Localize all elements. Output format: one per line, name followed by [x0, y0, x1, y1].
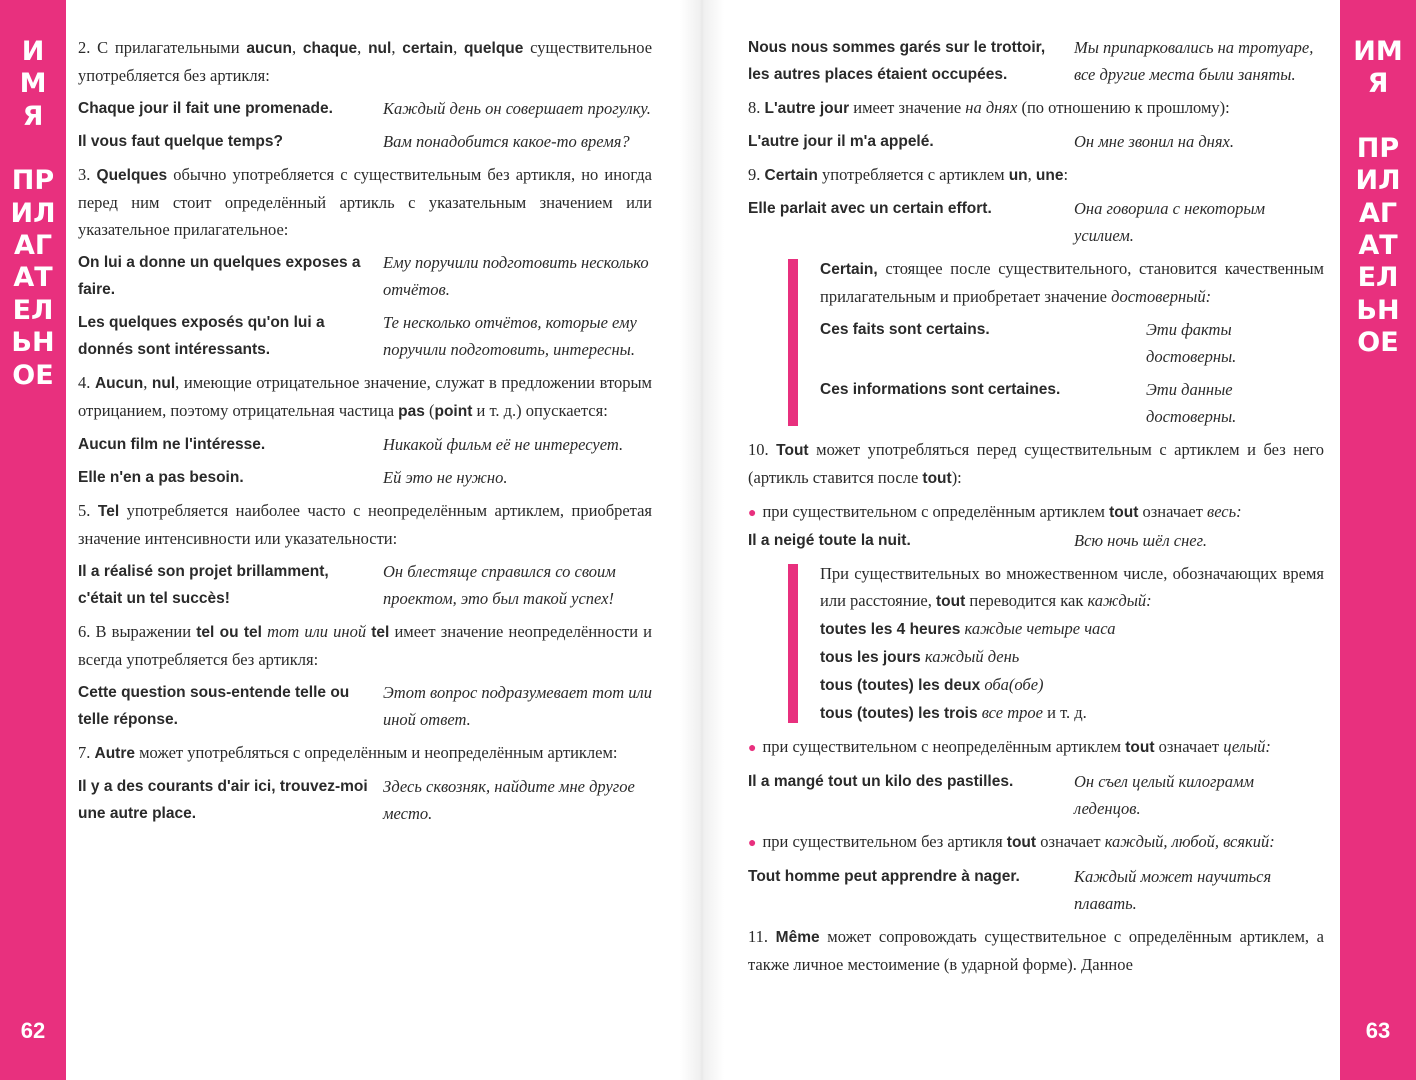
rule-4: 4. Aucun, nul, имеющие отрицательное значение, служат в предложении вторым отрицанием, поэтому отрицательная частица pas (point и т. д.) опускается:	[78, 373, 652, 420]
bullet-definite: ● при существительном с определённым артиклем tout означает весь:	[748, 502, 1242, 521]
rule-10: 10. Tout может употребляться перед существительным с артиклем и без него (артикль ставится после tout):	[748, 440, 1325, 487]
rule-7: 7. Autre может употребляться с определённым и неопределённым артиклем:	[78, 743, 618, 762]
note-text: При существительных во множественном числе, обозначающих время или расстояние, tout переводится как каждый:	[820, 564, 1324, 610]
note-line: tous (toutes) les trois все трое и т. д.	[820, 703, 1087, 722]
example-row: Elle parlait avec un certain effort. Она говорила с некоторым усилием.	[748, 199, 1266, 245]
book-gutter	[680, 0, 724, 1080]
side-title-left: ИМЯ ПРИЛАГАТЕЛЬНОЕ	[10, 36, 56, 391]
page-number-right: 63	[1365, 1018, 1391, 1043]
bullet-dot: ●	[748, 836, 757, 851]
bullet-no-article: ● при существительном без артикля tout означает каждый, любой, всякий:	[748, 832, 1275, 851]
rule-11: 11. Même может сопровождать существительное с определённым артиклем, а также личное местоимение (в ударной форме). Данное	[748, 927, 1324, 974]
note-bar	[788, 564, 798, 723]
note-line: tous les jours каждый день	[820, 647, 1020, 666]
note-tout	[748, 560, 1324, 727]
side-title-right: ИМЯ ПРИЛАГАТЕЛЬНОЕ	[1353, 36, 1403, 359]
side-strip-left	[0, 0, 66, 1080]
example-row: Ces faits sont certains. Эти факты достоверны.	[820, 320, 1237, 366]
example-row: Il a neigé toute la nuit. Всю ночь шёл снег.	[748, 531, 1207, 550]
example-row: Il a mangé tout un kilo des pastilles. Он съел целый килограмм леденцов.	[748, 772, 1255, 818]
example-row: Ces informations sont certaines. Эти данные достоверны.	[820, 380, 1237, 426]
right-page-text	[748, 34, 1324, 978]
left-page-text	[78, 34, 652, 833]
note-line: toutes les 4 heures каждые четыре часа	[820, 619, 1116, 638]
example-row: On lui a donne un quelques exposes a faire. Ему поручили подготовить несколько отчётов.	[78, 253, 649, 299]
page-number-left: 62	[20, 1018, 46, 1043]
note-text: Certain, стоящее после существительного, становится качественным прилагательным и приобретает значение достоверный:	[820, 259, 1324, 306]
example-row: Les quelques exposés qu'on lui a donnés sont intéressants. Те несколько отчётов, которые ему поручили подготовить, интересны.	[78, 313, 637, 359]
rule-3: 3. Quelques обычно употребляется с существительным без артикля, но иногда перед ним стоит определённый артикль с указательным значением или указательное прилагательное:	[78, 165, 653, 239]
example-row: Chaque jour il fait une promenade. Каждый день он совершает прогулку.	[78, 99, 651, 118]
example-row: Il a réalisé son projet brillamment, c'était un tel succès! Он блестяще справился со своим проектом, это был такой успех!	[78, 562, 616, 608]
bullet-dot: ●	[748, 506, 757, 521]
example-row: Il y a des courants d'air ici, trouvez-moi une autre place. Здесь сквозняк, найдите мне другое место.	[78, 777, 635, 823]
rule-6: 6. В выражении tel ou tel тот или иной tel имеет значение неопределённости и всегда употребляется без артикля:	[78, 622, 653, 669]
note-certain	[748, 255, 1324, 430]
note-bar	[788, 259, 798, 426]
bullet-indefinite: ● при существительном с неопределённым артиклем tout означает целый:	[748, 737, 1271, 756]
example-row: Elle n'en a pas besoin. Ей это не нужно.	[78, 468, 508, 487]
example-row: Cette question sous-entende telle ou telle réponse. Этот вопрос подразумевает тот или иной ответ.	[78, 683, 652, 729]
example-row: L'autre jour il m'a appelé. Он мне звонил на днях.	[748, 132, 1234, 151]
rule-2: 2. С прилагательными aucun, chaque, nul, certain, quelque существительное употребляется без артикля:	[78, 38, 653, 85]
bullet-dot: ●	[748, 741, 757, 756]
example-row: Il vous faut quelque temps? Вам понадобится какое-то время?	[78, 132, 630, 151]
rule-5: 5. Tel употребляется наиболее часто с неопределённым артиклем, приобретая значение интенсивности или указательности:	[78, 501, 652, 548]
example-row: Tout homme peut apprendre à nager. Каждый может научиться плавать.	[748, 867, 1272, 913]
rule-9: 9. Certain употребляется с артиклем un, une:	[748, 165, 1069, 184]
side-strip-right	[1340, 0, 1416, 1080]
example-row: Aucun film ne l'intéresse. Никакой фильм её не интересует.	[78, 435, 624, 454]
example-row: Nous nous sommes garés sur le trottoir, les autres places étaient occupées. Мы припарковались на тротуаре, все другие места были заняты.	[748, 38, 1314, 84]
rule-8: 8. L'autre jour имеет значение на днях (по отношению к прошлому):	[748, 98, 1230, 117]
note-line: tous (toutes) les deux оба(обе)	[820, 675, 1044, 694]
